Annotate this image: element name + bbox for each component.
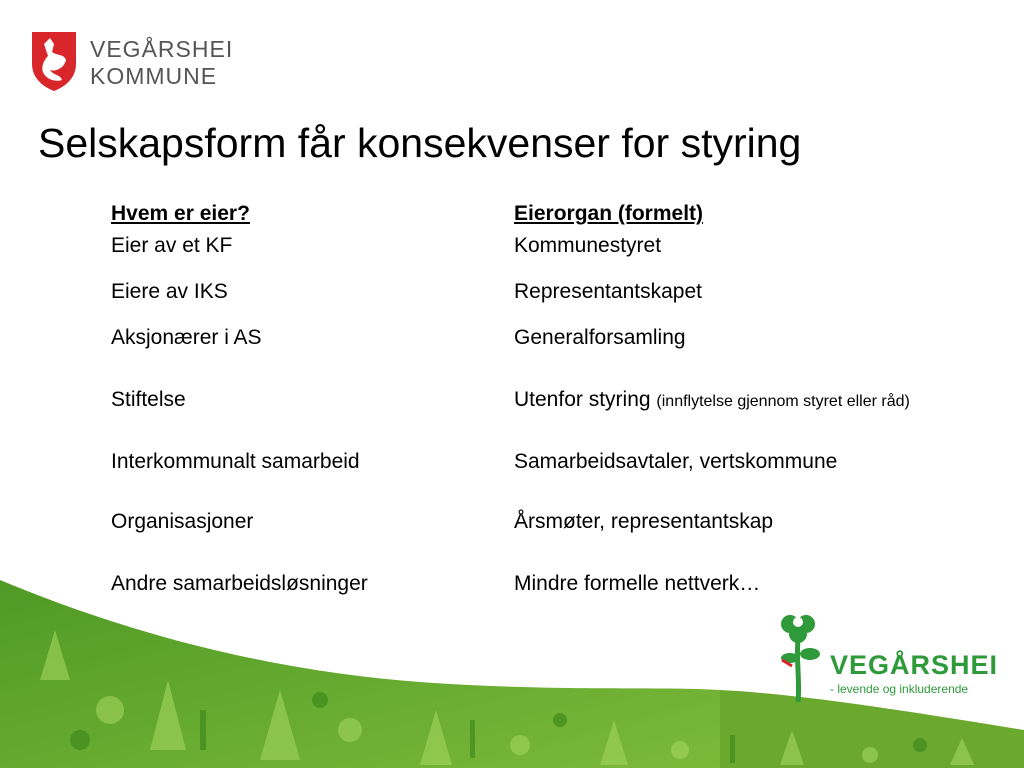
governing-body-cell: Mindre formelle nettverk… [514,572,761,595]
governing-body-cell [514,386,910,416]
flower-icon [770,610,830,705]
governing-body-column-header: Eierorgan (formelt) [514,202,704,225]
influence-note: (innflytelse gjennom styret eller råd) [656,393,910,410]
owner-cell: Aksjonærer i AS [111,326,262,349]
governing-body-cell: Kommunestyret [514,234,662,257]
governing-body-cell: Generalforsamling [514,326,686,349]
slide-title: Selskapsform får konsekvenser for styring [38,120,802,166]
governing-body-cell: Representantskapet [514,280,702,303]
owner-cell: Eiere av IKS [111,280,228,303]
owner-cell: Eier av et KF [111,234,233,257]
coat-of-arms-icon [30,30,78,92]
brand-tagline: - levende og inkluderende [830,682,969,696]
logo-line-2: KOMMUNE [90,63,218,89]
brand-wordmark: VEGÅRSHEI [830,650,999,680]
municipality-logo [30,30,234,100]
brand-logo [770,610,999,710]
governing-body-text: Utenfor styring [514,388,651,411]
governing-body-cell: Samarbeidsavtaler, vertskommune [514,450,838,473]
owner-cell: Organisasjoner [111,510,254,533]
owner-cell: Stiftelse [111,388,186,411]
owner-cell: Interkommunalt samarbeid [111,450,360,473]
logo-line-1: VEGÅRSHEI [90,36,234,62]
owner-cell: Andre samarbeidsløsninger [111,572,368,595]
owner-column-header: Hvem er eier? [111,202,250,225]
governing-body-cell: Årsmøter, representantskap [514,510,774,533]
